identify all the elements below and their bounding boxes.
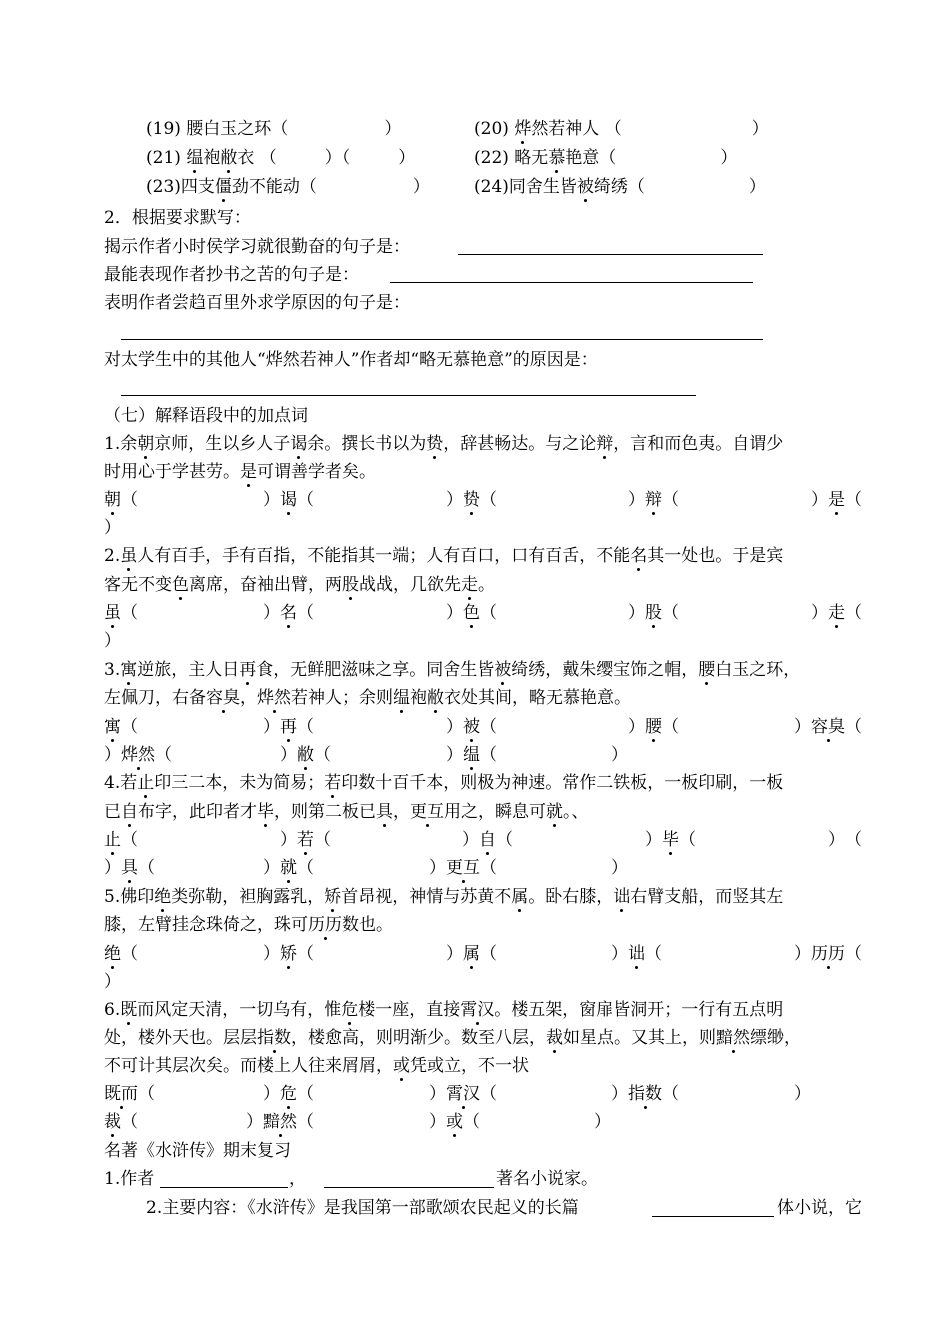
p2-line1: 2.虽人有百手，手有百指，不能指其一端；人有百口，口有百舌，不能名其一处也。于是宾 [104,546,784,566]
p5-fill: ）历历（ [794,944,862,964]
p1-fill: ）贽（ [446,490,497,510]
answer-line[interactable] [121,395,696,396]
p4-line1: 4.若止印三二本，未为简易；若印数十百千本，则极为神速。常作二铁板，一板印刷，一板 [104,773,784,793]
p2-fill: ） [104,631,121,651]
p4-fill: ） （ [828,830,862,850]
p4-fill: 止（ [104,830,138,850]
answer-line[interactable] [121,339,763,340]
p4-fill: ）若（ [280,830,331,850]
p1-fill: ） [104,518,121,538]
p3-line1: 3.寓逆旅，主人日再食，无鲜肥滋味之享。同舍生皆被绮绣，戴朱缨宝饰之帽，腰白玉之环， [104,660,801,680]
p5-fill: ）矫（ [263,944,314,964]
p3-fill: ）缊（ [446,745,497,765]
q2-title: 2．根据要求默写： [104,208,251,228]
answer-line[interactable] [324,1187,494,1188]
p6-fill: 既而（ [104,1084,155,1104]
p2-fill: ）走（ [811,603,862,623]
p3-fill: 寓（ [104,717,138,737]
shuihu-q1-comma: ， [289,1169,306,1189]
p2-fill: 虽（ [104,603,138,623]
p4-fill: ）就（ [263,858,314,878]
p6-fill: ）黯然（ [246,1112,314,1132]
p3-line2: 左佩刀，右备容臭，烨然若神人；余则缊袍敝衣处其间，略无慕艳意。 [104,688,631,708]
answer-line[interactable] [160,1187,288,1188]
answer-line[interactable] [652,1216,774,1217]
p2-fill: ）名（ [263,603,314,623]
p1-fill: 朝（ [104,490,138,510]
item-22: (22) 略无慕艳意（ ） [474,148,738,168]
p6-fill: 裁（ [104,1112,138,1132]
p1-fill: ）辩（ [628,490,679,510]
p6-fill: ） [794,1084,811,1104]
p3-fill: ）被（ [446,717,497,737]
p3-fill: ）容臭（ [794,717,862,737]
p5-fill: 绝（ [104,944,138,964]
p4-fill: ）更互（ [429,858,497,878]
shuihu-q1-tail: 著名小说家。 [496,1169,598,1189]
p6-fill: ） [594,1112,611,1132]
p5-line1: 5.佛印绝类弥勒，袒胸露乳，矫首昂视，神情与苏黄不属。卧右膝，诎右臂支船，而竖其左 [104,887,784,907]
p6-fill: ）指数（ [611,1084,679,1104]
item-19: (19) 腰白玉之环（ ） [146,119,402,139]
shuihu-q2-tail: 体小说，它 [777,1198,862,1218]
q2-line1: 揭示作者小时侯学习就很勤奋的句子是： [104,237,410,257]
q2-line2: 最能表现作者抄书之苦的句子是： [104,265,359,285]
item-20: (20) 烨然若神人 （ ） [474,119,769,139]
shuihu-q2: 2.主要内容：《水浒传》是我国第一部歌颂农民起义的长篇 [146,1198,579,1218]
p2-fill: ）色（ [446,603,497,623]
shuihu-title: 名著《水浒传》期末复习 [104,1141,291,1161]
p4-fill: ）自（ [462,830,513,850]
answer-line[interactable] [458,254,763,255]
p5-fill: ） [104,972,121,992]
item-21: (21) 缊袍敝衣 （ ）（ ） [146,148,416,168]
p3-fill: ）敝（ [280,745,331,765]
p1-line1: 1.余朝京师，生以乡人子谒余。撰长书以为贽，辞甚畅达。与之论辩，言和而色夷。自谓少 [104,434,784,454]
p6-line3: 不可计其层次矣。而楼上人往来屑屑，或凭或立，不一状 [104,1056,529,1076]
p3-fill: ）烨然（ [104,745,172,765]
shuihu-q1-label: 1.作者 [104,1169,155,1189]
p4-fill: ）具（ [104,858,155,878]
p5-fill: ）诎（ [611,944,662,964]
q2-line4: 对太学生中的其他人“烨然若神人”作者却“略无慕艳意”的原因是： [104,350,598,370]
p3-fill: ）腰（ [628,717,679,737]
p2-fill: ）股（ [628,603,679,623]
p3-fill: ）再（ [263,717,314,737]
p6-fill: ）霄汉（ [429,1084,497,1104]
q2-line3: 表明作者尝趋百里外求学原因的句子是： [104,293,410,313]
answer-line[interactable] [390,282,753,283]
p2-line2: 客无不变色离席，奋袖出臂，两股战战，几欲先走。 [104,575,495,595]
p4-fill: ） [611,858,628,878]
p3-fill: ） [611,745,628,765]
section7-title: （七）解释语段中的加点词 [104,406,308,426]
item-23: (23)四支僵劲不能动（ ） [146,177,430,197]
p4-line2: 已自布字，此印者才毕，则第二板已具，更互用之，瞬息可就。、 [104,802,589,822]
p4-fill: ）毕（ [645,830,696,850]
p5-line2: 膝，左臂挂念珠倚之，珠可历历数也。 [104,915,393,935]
p6-line2: 处，楼外天也。层层指数，楼愈高，则明渐少。数至八层，裁如星点。又其上，则黯然缥缈， [104,1028,801,1048]
p5-fill: ）属（ [446,944,497,964]
p6-fill: ）危（ [263,1084,314,1104]
p6-fill: ）或（ [429,1112,480,1132]
p1-fill: ）是（ [811,490,862,510]
p1-line2: 时用心于学甚劳。是可谓善学者矣。 [104,462,376,482]
item-24: (24)同舍生皆被绮绣（ ） [474,177,766,197]
p6-line1: 6.既而风定天清，一切乌有，惟危楼一座，直接霄汉。楼五架，窗扉皆洞开；一行有五点明 [104,1000,784,1020]
p1-fill: ）谒（ [263,490,314,510]
